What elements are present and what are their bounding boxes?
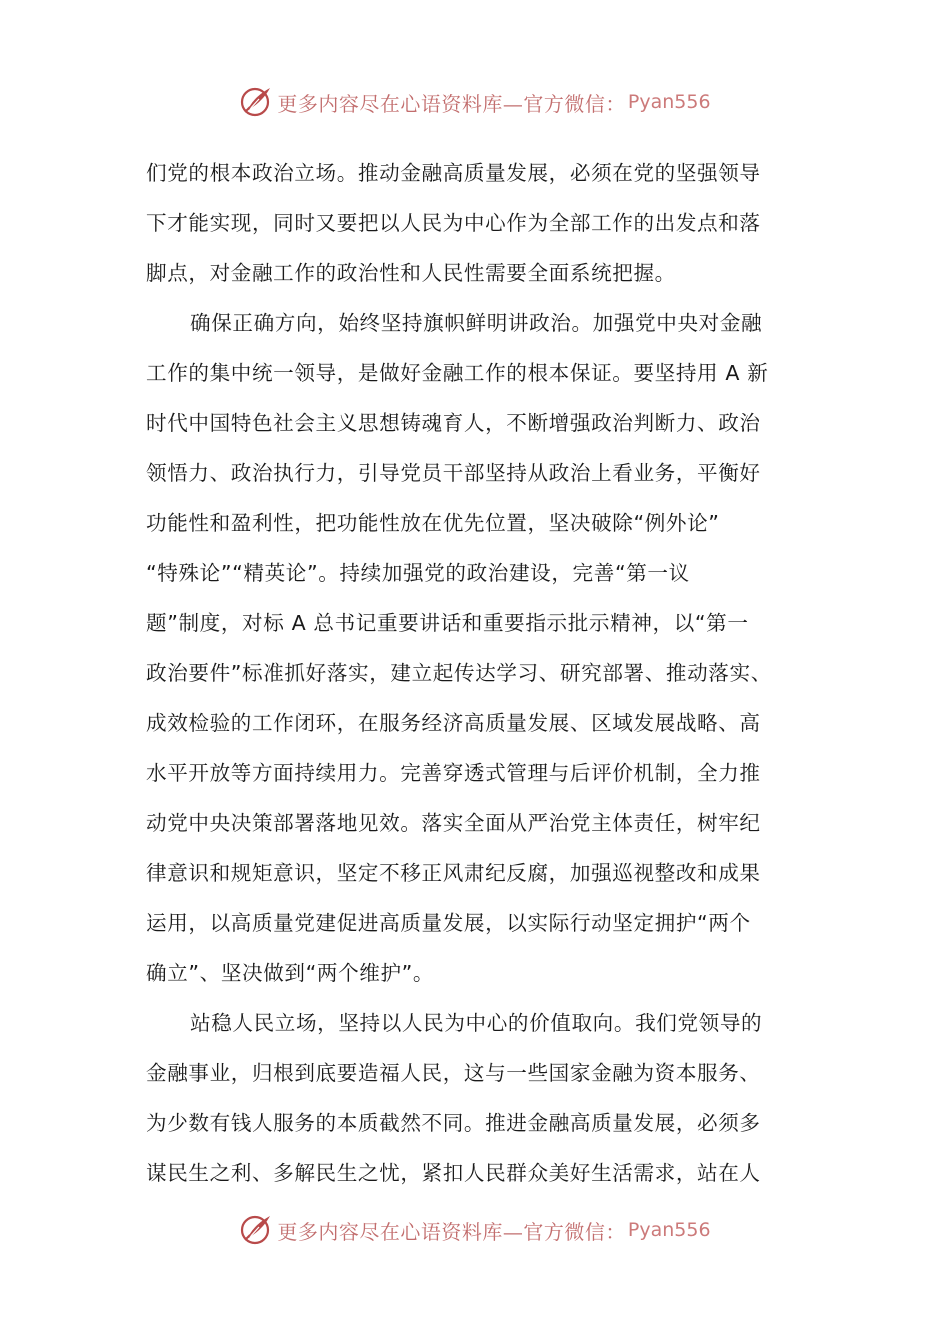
text-line: 政治要件”标准抓好落实，建立起传达学习、研究部署、推动落实、 — [146, 661, 772, 685]
banner-text: 更多内容尽在心语资料库—官方微信： — [277, 1219, 626, 1244]
text-line: 动党中央决策部署落地见效。落实全面从严治党主体责任，树牢纪 — [146, 811, 761, 835]
text-line: 领悟力、政治执行力，引导党员干部坚持从政治上看业务，平衡好 — [146, 461, 761, 485]
paragraph-start-line: 确保正确方向，始终坚持旗帜鲜明讲政治。加强党中央对金融 — [190, 311, 763, 335]
text-line: 水平开放等方面持续用力。完善穿透式管理与后评价机制，全力推 — [146, 761, 761, 785]
paragraph-start-line: 站稳人民立场，坚持以人民为中心的价值取向。我们党领导的 — [190, 1011, 763, 1035]
text-line: 题”制度，对标 A 总书记重要讲话和重要指示批示精神，以“第一 — [146, 611, 749, 635]
text-line: 脚点，对金融工作的政治性和人民性需要全面系统把握。 — [146, 261, 676, 285]
text-line: 工作的集中统一领导，是做好金融工作的根本保证。要坚持用 A 新 — [146, 361, 769, 385]
text-line: 谋民生之利、多解民生之忧，紧扣人民群众美好生活需求，站在人 — [146, 1161, 761, 1185]
quill-logo-icon — [239, 1213, 273, 1247]
text-line: “特殊论”“精英论”。持续加强党的政治建设，完善“第一议 — [146, 561, 690, 585]
text-line: 成效检验的工作闭环，在服务经济高质量发展、区域发展战略、高 — [146, 711, 761, 735]
text-line: 为少数有钱人服务的本质截然不同。推进金融高质量发展，必须多 — [146, 1111, 761, 1135]
text-line: 们党的根本政治立场。推动金融高质量发展，必须在党的坚强领导 — [146, 161, 761, 185]
text-line: 运用，以高质量党建促进高质量发展，以实际行动坚定拥护“两个 — [146, 911, 751, 935]
wechat-id: Pyan556 — [627, 1219, 711, 1241]
quill-logo-icon — [239, 85, 273, 119]
text-line: 时代中国特色社会主义思想铸魂育人，不断增强政治判断力、政治 — [146, 411, 761, 435]
header-banner — [0, 82, 950, 122]
text-line: 律意识和规矩意识，坚定不移正风肃纪反腐，加强巡视整改和成果 — [146, 861, 761, 885]
footer-banner — [0, 1210, 950, 1250]
banner-text: 更多内容尽在心语资料库—官方微信： — [277, 91, 626, 116]
document-body — [146, 148, 816, 1198]
text-line: 功能性和盈利性，把功能性放在优先位置，坚决破除“例外论” — [146, 511, 720, 535]
text-line: 金融事业，归根到底要造福人民，这与一些国家金融为资本服务、 — [146, 1061, 761, 1085]
text-line: 下才能实现，同时又要把以人民为中心作为全部工作的出发点和落 — [146, 211, 761, 235]
text-line: 确立”、坚决做到“两个维护”。 — [146, 961, 435, 985]
wechat-id: Pyan556 — [627, 91, 711, 113]
